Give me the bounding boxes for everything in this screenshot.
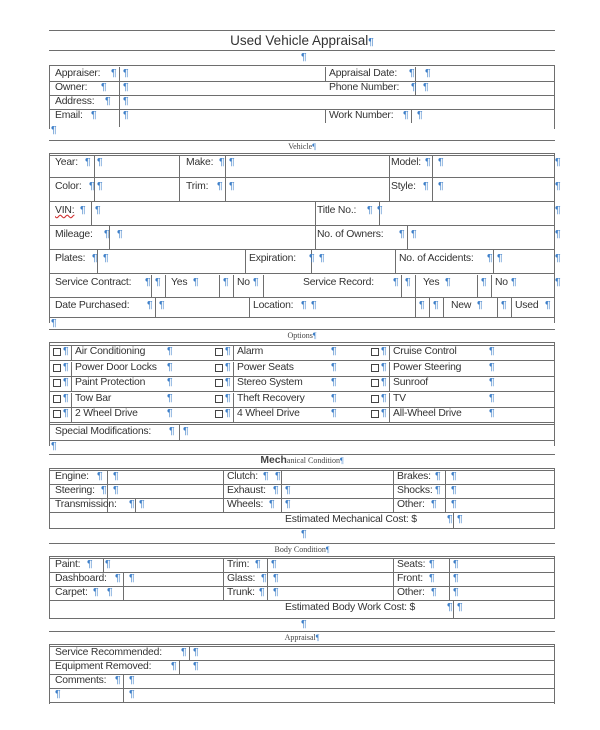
- service-record-label: Service Record:: [303, 277, 374, 288]
- engine-label: Engine:: [55, 471, 89, 482]
- option-checkbox[interactable]: [371, 410, 379, 418]
- shocks-label: Shocks:: [397, 485, 433, 496]
- option-label: Air Conditioning: [75, 346, 146, 357]
- option-checkbox[interactable]: [215, 410, 223, 418]
- vehicle-section-heading: Vehicle¶: [288, 142, 316, 151]
- option-label: Tow Bar: [75, 393, 112, 404]
- option-checkbox[interactable]: [371, 364, 379, 372]
- option-label: 2 Wheel Drive: [75, 408, 138, 419]
- option-checkbox[interactable]: [53, 410, 61, 418]
- estimated-mechanical-cost-label: Estimated Mechanical Cost: $: [285, 514, 417, 525]
- carpet-label: Carpet:: [55, 587, 88, 598]
- option-label: Power Door Locks: [75, 362, 157, 373]
- vin-label: VIN:: [55, 205, 75, 216]
- email-label: Email:: [55, 110, 83, 121]
- location-label: Location:: [253, 300, 294, 311]
- option-label: Alarm: [237, 346, 264, 357]
- trunk-label: Trunk:: [227, 587, 255, 598]
- option-checkbox[interactable]: [53, 348, 61, 356]
- service-recommended-label: Service Recommended:: [55, 647, 162, 658]
- service-contract-label: Service Contract:: [55, 277, 132, 288]
- make-label: Make:: [186, 157, 214, 168]
- option-label: Theft Recovery: [237, 393, 305, 404]
- phone-number-label: Phone Number:: [329, 82, 400, 93]
- dashboard-label: Dashboard:: [55, 573, 107, 584]
- appraisal-section-heading: Appraisal¶: [284, 633, 320, 642]
- option-checkbox[interactable]: [371, 348, 379, 356]
- comments-label: Comments:: [55, 675, 107, 686]
- body-trim-label: Trim:: [227, 559, 250, 570]
- option-label: Sunroof: [393, 377, 428, 388]
- option-checkbox[interactable]: [53, 395, 61, 403]
- appraiser-label: Appraiser:: [55, 68, 101, 79]
- option-checkbox[interactable]: [215, 348, 223, 356]
- paint-label: Paint:: [55, 559, 81, 570]
- option-label: Stereo System: [237, 377, 303, 388]
- option-checkbox[interactable]: [371, 395, 379, 403]
- option-label: All-Wheel Drive: [393, 408, 462, 419]
- address-label: Address:: [55, 96, 95, 107]
- service-record-yes-label: Yes: [423, 277, 440, 288]
- option-label: Paint Protection: [75, 377, 146, 388]
- equipment-removed-label: Equipment Removed:: [55, 661, 152, 672]
- exhaust-label: Exhaust:: [227, 485, 266, 496]
- option-checkbox[interactable]: [215, 379, 223, 387]
- front-label: Front:: [397, 573, 423, 584]
- option-checkbox[interactable]: [215, 395, 223, 403]
- option-label: Power Seats: [237, 362, 294, 373]
- clutch-label: Clutch:: [227, 471, 258, 482]
- work-number-label: Work Number:: [329, 110, 394, 121]
- glass-label: Glass:: [227, 573, 256, 584]
- date-purchased-label: Date Purchased:: [55, 300, 130, 311]
- seats-label: Seats:: [397, 559, 426, 570]
- option-label: Cruise Control: [393, 346, 457, 357]
- model-label: Model:: [391, 157, 421, 168]
- special-modifications-label: Special Modifications:: [55, 426, 152, 437]
- options-section-heading: Options¶: [287, 331, 317, 340]
- title-no-label: Title No.:: [317, 205, 357, 216]
- mileage-label: Mileage:: [55, 229, 93, 240]
- style-label: Style:: [391, 181, 416, 192]
- plates-label: Plates:: [55, 253, 86, 264]
- trim-label: Trim:: [186, 181, 209, 192]
- transmission-label: Transmission:: [55, 499, 117, 510]
- option-label: Power Steering: [393, 362, 462, 373]
- body-other-label: Other:: [397, 587, 425, 598]
- mechanical-section-heading: Mechanical Condition¶: [260, 455, 344, 466]
- option-label: TV: [393, 393, 406, 404]
- owner-label: Owner:: [55, 82, 88, 93]
- year-label: Year:: [55, 157, 78, 168]
- service-record-no-label: No: [495, 277, 508, 288]
- expiration-label: Expiration:: [249, 253, 296, 264]
- option-checkbox[interactable]: [215, 364, 223, 372]
- no-of-accidents-label: No. of Accidents:: [399, 253, 474, 264]
- option-label: 4 Wheel Drive: [237, 408, 300, 419]
- no-of-owners-label: No. of Owners:: [317, 229, 384, 240]
- service-contract-no-label: No: [237, 277, 250, 288]
- brakes-label: Brakes:: [397, 471, 431, 482]
- new-label: New: [451, 300, 472, 311]
- wheels-label: Wheels:: [227, 499, 264, 510]
- page-title: Used Vehicle Appraisal¶: [230, 33, 374, 48]
- option-checkbox[interactable]: [53, 364, 61, 372]
- appraisal-date-label: Appraisal Date:: [329, 68, 398, 79]
- body-section-heading: Body Condition¶: [274, 545, 330, 554]
- option-checkbox[interactable]: [53, 379, 61, 387]
- used-label: Used: [515, 300, 539, 311]
- color-label: Color:: [55, 181, 82, 192]
- service-contract-yes-label: Yes: [171, 277, 188, 288]
- appraisal-form: Used Vehicle Appraisal¶ ¶ Appraiser: ¶ ¶ Appraisal Date: ¶ ¶ Owner: ¶ ¶ Phone Number: ¶ ¶ Address: ¶ ¶ Email: ¶ ¶ Work Number: ¶ ¶ ¶ Vehicle¶ Year: ¶ ¶ Make: ¶ ¶ Model: ¶ ¶ ¶ Color: ¶ ¶ Trim: ¶ ¶ Style: ¶ ¶ ¶ VIN: ¶ ¶ Title No.: ¶ ¶ ¶ Mileage: ¶ ¶ No. of Owners: ¶ ¶ ¶ Plates: ¶ ¶ Expiration: ¶ ¶ No. of Accidents: ¶ ¶ ¶ Service Contract: ¶ ¶ Yes ¶ ¶ No ¶ Service Record: ¶ ¶ Yes ¶ ¶ No ¶ ¶ Date Purchased: ¶ ¶ Location: ¶ ¶ ¶ ¶ New ¶ ¶ Used ¶ ¶ Options¶ ¶ Air Conditioning ¶ ¶ Alarm ¶ ¶ Cruise Control ¶ ¶ Power Door Locks ¶ ¶ Power Seats ¶ ¶ Power Steering ¶ ¶ Paint Protection ¶ ¶ Stereo System ¶ ¶ Sunroof ¶ ¶ Tow Bar ¶ ¶ Theft Recovery ¶ ¶ TV ¶ ¶ 2 Wheel Drive ¶ ¶ 4 Wheel Drive ¶ ¶ All-Wheel Drive ¶ Special Modifications: ¶ ¶ ¶ Mechanical Condition¶ Engine: ¶ ¶ Clutch: ¶ ¶ Brakes: ¶ ¶ Steering: ¶ ¶ Exhaust: ¶ ¶ Shocks: ¶ ¶ Transmission: ¶ ¶ Wheels: ¶ ¶ Other: ¶ ¶ Estimated Mechanical Cost: $ ¶ ¶ ¶ Body Condition¶ Paint: ¶ ¶ Trim: ¶ ¶ Seats: ¶ ¶ Dashboard: ¶ ¶ Glass: ¶ ¶ Front: ¶ ¶ Carpet: ¶ ¶ Trunk: ¶ ¶ Other: ¶ ¶ Estimated Body Work Cost: $ ¶ ¶ ¶ Appraisal¶ Service Recommended: ¶ ¶ Equipment Removed: ¶ ¶ Comments: ¶ ¶ ¶ ¶: [49, 28, 555, 704]
- mechanical-other-label: Other:: [397, 499, 425, 510]
- option-checkbox[interactable]: [371, 379, 379, 387]
- steering-label: Steering:: [55, 485, 95, 496]
- estimated-body-work-cost-label: Estimated Body Work Cost: $: [285, 602, 416, 613]
